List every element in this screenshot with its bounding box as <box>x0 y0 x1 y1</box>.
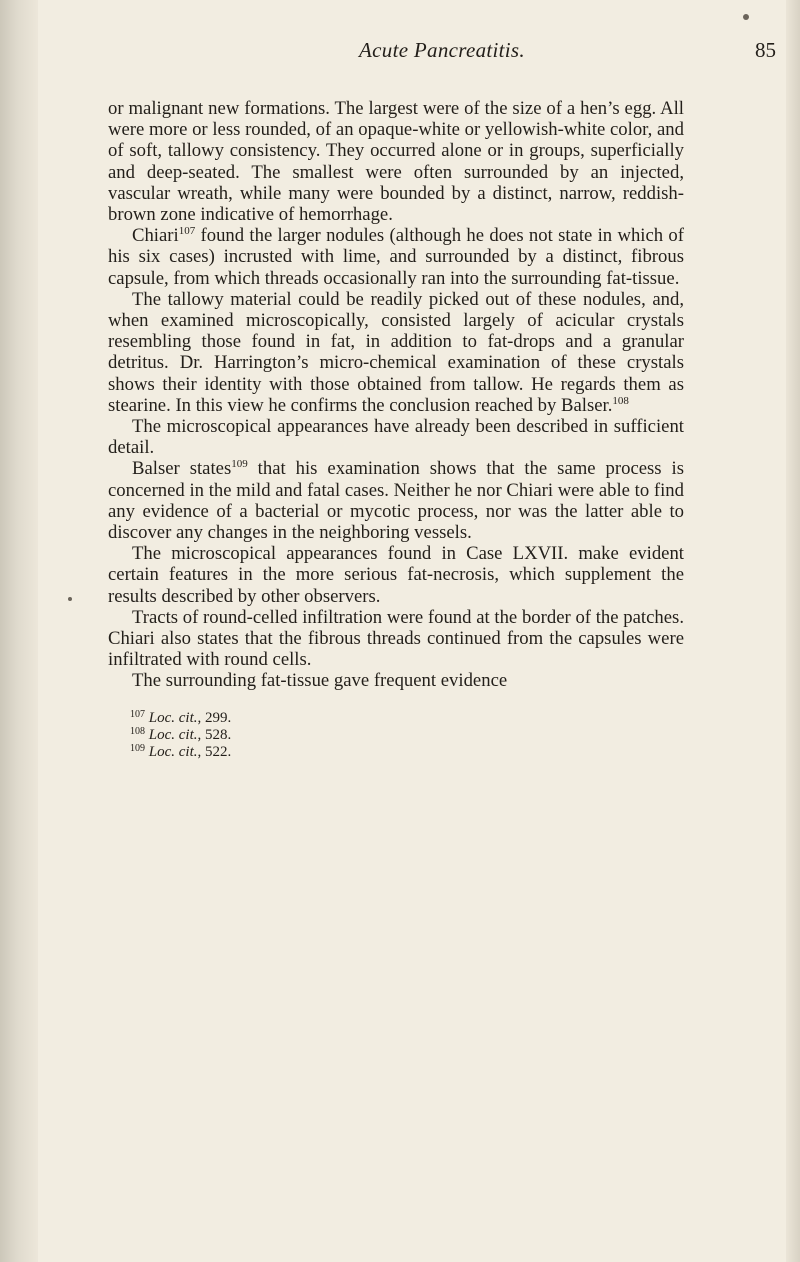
footnote-page: , 299. <box>197 709 232 726</box>
paragraph <box>108 607 684 671</box>
paragraph-text: Balser states <box>132 458 232 480</box>
footnote-reference: 109 <box>231 458 248 471</box>
paragraph <box>108 225 684 289</box>
footnote <box>108 710 684 727</box>
footnote-source: Loc. cit. <box>148 709 198 726</box>
footnote-reference: 108 <box>612 394 629 407</box>
footnote-reference: 107 <box>178 225 196 238</box>
footnote-page: , 528. <box>197 726 232 743</box>
paragraph-text: Chiari <box>132 225 179 247</box>
footnotes <box>108 710 684 761</box>
footnote-source: Loc. cit. <box>148 743 198 760</box>
running-title: Acute Pancreatitis. <box>359 38 525 62</box>
paragraph <box>108 289 684 416</box>
paragraph-text: or malignant new formations. The largest were of the size of a hen’s egg. All were more or less rounded, of an opaque-white or yellowish-white color, and of soft, tallowy consistency. They occurred alone or in groups, superficially and deep-seated. The smallest were often surrounded by an injected, vascular wreath, while many were bounded by a distinct, narrow, reddish-brown zone indicative of hemorrhage. <box>108 98 684 226</box>
page-edge <box>786 0 800 1262</box>
book-page <box>108 28 776 761</box>
paragraph-text: that his examination shows that the same process is concerned in the mild and fatal cases. Neither he nor Chiari were able to find any evidence of a bacterial or mycotic process, nor was the latter able to discover any changes in the neighboring vessels. <box>108 458 684 544</box>
footnote <box>108 744 684 761</box>
paragraph <box>108 543 684 607</box>
footnote-number: 109 <box>130 742 145 754</box>
page-mark <box>743 14 749 20</box>
paragraph-text: The microscopical appearances found in Case LXVII. make evident certain features in the more serious fat-necrosis, which supplement the results described by other observers. <box>108 543 684 607</box>
footnote-page: , 522. <box>197 743 232 760</box>
book-spine-shadow <box>0 0 38 1262</box>
page-number: 85 <box>755 38 776 62</box>
paragraph <box>108 670 684 691</box>
paragraph-text: found the larger nodules (although he does not state in which of his six cases) incrusted with lime, and surrounded by a distinct, fibrous capsule, from which threads occasionally ran into the surrounding fat-tissue. <box>108 225 684 289</box>
paragraph <box>108 98 684 225</box>
footnote <box>108 727 684 744</box>
paragraph <box>108 416 684 458</box>
paragraph <box>108 458 684 543</box>
paragraph-text: Tracts of round-celled infiltration were found at the border of the patches. Chiari also states that the fibrous threads continued from the capsules were infiltrated with round cells. <box>108 606 684 671</box>
footnote-source: Loc. cit. <box>148 726 198 743</box>
page-mark <box>68 597 72 601</box>
footnote-number: 107 <box>130 708 145 720</box>
paragraph-text: The microscopical appearances have already been described in sufficient detail. <box>108 416 684 459</box>
paragraph-text: The tallowy material could be readily picked out of these nodules, and, when examined microscopically, consisted largely of acicular crystals resembling those found in fat, in addition to fat-drops and a granular detritus. Dr. Harrington’s micro-chemical examination of these crystals shows their identity with those obtained from tallow. He regards them as stearine. In this view he confirms the conclusion reached by Balser. <box>108 288 684 416</box>
running-header <box>108 28 776 68</box>
body-text <box>108 98 684 692</box>
footnote-number: 108 <box>130 725 145 737</box>
paragraph-text: The surrounding fat-tissue gave frequent evidence <box>132 670 508 692</box>
